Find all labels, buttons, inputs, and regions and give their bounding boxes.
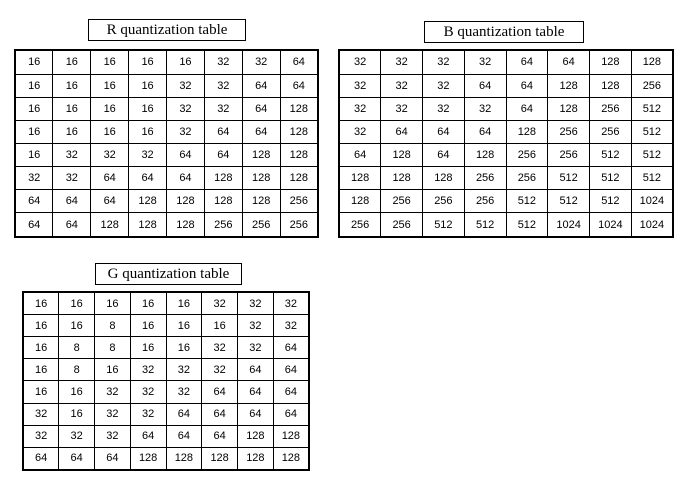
table-cell: 64 (91, 167, 129, 190)
table-cell: 16 (130, 292, 166, 315)
table-cell: 16 (167, 50, 205, 74)
table-cell: 256 (590, 97, 632, 120)
table-cell: 32 (339, 50, 381, 74)
table-cell: 128 (202, 447, 238, 470)
table-cell: 64 (423, 143, 465, 166)
table-cell: 64 (130, 425, 166, 447)
table-cell: 32 (130, 359, 166, 381)
table-cell: 32 (167, 97, 205, 120)
table-row (23, 359, 309, 381)
table-row (15, 190, 318, 213)
table-cell: 64 (238, 359, 274, 381)
table-cell: 512 (506, 213, 548, 237)
table-cell: 64 (23, 447, 59, 470)
g-table-title: G quantization table (95, 263, 242, 285)
table-cell: 32 (204, 74, 242, 97)
table-cell: 32 (423, 74, 465, 97)
table-cell: 512 (590, 190, 632, 213)
table-cell: 64 (273, 359, 309, 381)
table-cell: 16 (129, 74, 167, 97)
table-cell: 16 (53, 97, 91, 120)
table-cell: 128 (130, 447, 166, 470)
table-cell: 128 (464, 143, 506, 166)
table-cell: 32 (166, 381, 202, 403)
table-cell: 32 (381, 74, 423, 97)
table-row (339, 120, 673, 143)
table-cell: 32 (339, 120, 381, 143)
table-cell: 16 (202, 315, 238, 337)
table-cell: 16 (59, 381, 95, 403)
table-cell: 32 (238, 337, 274, 359)
table-cell: 128 (166, 447, 202, 470)
table-cell: 64 (238, 403, 274, 425)
table-cell: 512 (548, 167, 590, 190)
table-cell: 64 (423, 120, 465, 143)
table-cell: 128 (238, 425, 274, 447)
table-cell: 64 (273, 337, 309, 359)
table-cell: 32 (238, 315, 274, 337)
table-cell: 256 (506, 167, 548, 190)
table-cell: 64 (464, 74, 506, 97)
b-quantization-table (338, 49, 674, 238)
table-cell: 32 (339, 74, 381, 97)
table-row (15, 97, 318, 120)
table-row (15, 213, 318, 237)
table-cell: 128 (167, 213, 205, 237)
table-cell: 32 (95, 381, 131, 403)
table-cell: 64 (273, 381, 309, 403)
table-cell: 128 (548, 74, 590, 97)
table-cell: 512 (590, 143, 632, 166)
table-cell: 128 (506, 120, 548, 143)
table-cell: 16 (23, 359, 59, 381)
table-cell: 512 (464, 213, 506, 237)
table-cell: 128 (204, 167, 242, 190)
table-cell: 128 (280, 120, 318, 143)
table-cell: 128 (91, 213, 129, 237)
table-cell: 32 (464, 50, 506, 74)
table-row (23, 403, 309, 425)
table-cell: 16 (130, 315, 166, 337)
table-cell: 256 (381, 213, 423, 237)
table-cell: 128 (167, 190, 205, 213)
table-row (339, 50, 673, 74)
table-cell: 32 (59, 425, 95, 447)
table-cell: 128 (381, 167, 423, 190)
table-cell: 32 (381, 97, 423, 120)
table-cell: 1024 (631, 213, 673, 237)
table-cell: 16 (23, 381, 59, 403)
table-cell: 16 (15, 143, 53, 166)
table-cell: 16 (15, 50, 53, 74)
table-cell: 32 (464, 97, 506, 120)
r-table-title: R quantization table (88, 19, 246, 41)
table-cell: 64 (204, 143, 242, 166)
table-cell: 1024 (548, 213, 590, 237)
table-cell: 32 (381, 50, 423, 74)
table-cell: 32 (15, 167, 53, 190)
table-row (339, 213, 673, 237)
table-cell: 512 (590, 167, 632, 190)
table-cell: 32 (95, 403, 131, 425)
table-cell: 1024 (590, 213, 632, 237)
table-cell: 256 (590, 120, 632, 143)
table-cell: 64 (53, 213, 91, 237)
table-cell: 64 (242, 97, 280, 120)
table-cell: 16 (15, 97, 53, 120)
table-cell: 128 (590, 74, 632, 97)
table-cell: 64 (381, 120, 423, 143)
table-cell: 512 (423, 213, 465, 237)
table-cell: 64 (242, 74, 280, 97)
table-cell: 128 (423, 167, 465, 190)
table-cell: 256 (464, 167, 506, 190)
table-cell: 8 (59, 359, 95, 381)
table-cell: 256 (423, 190, 465, 213)
table-row (339, 74, 673, 97)
table-cell: 16 (129, 50, 167, 74)
table-cell: 8 (95, 315, 131, 337)
table-cell: 512 (506, 190, 548, 213)
table-cell: 64 (166, 425, 202, 447)
b-table-title: B quantization table (424, 21, 584, 43)
table-cell: 128 (204, 190, 242, 213)
table-cell: 128 (242, 143, 280, 166)
table-cell: 32 (339, 97, 381, 120)
table-cell: 128 (129, 213, 167, 237)
table-cell: 32 (23, 425, 59, 447)
table-cell: 16 (59, 292, 95, 315)
table-cell: 16 (53, 50, 91, 74)
table-cell: 64 (59, 447, 95, 470)
table-cell: 32 (202, 337, 238, 359)
table-row (15, 143, 318, 166)
table-cell: 64 (166, 403, 202, 425)
table-cell: 64 (15, 213, 53, 237)
table-cell: 128 (242, 167, 280, 190)
table-row (339, 143, 673, 166)
table-cell: 128 (548, 97, 590, 120)
table-cell: 32 (23, 403, 59, 425)
table-cell: 64 (242, 120, 280, 143)
table-cell: 512 (631, 167, 673, 190)
table-cell: 64 (506, 50, 548, 74)
table-cell: 512 (548, 190, 590, 213)
table-row (339, 190, 673, 213)
table-cell: 128 (273, 425, 309, 447)
table-cell: 128 (273, 447, 309, 470)
table-cell: 64 (167, 143, 205, 166)
g-quantization-table (22, 291, 310, 471)
table-cell: 64 (53, 190, 91, 213)
table-cell: 64 (464, 120, 506, 143)
table-cell: 32 (204, 97, 242, 120)
table-cell: 64 (202, 381, 238, 403)
table-cell: 16 (53, 74, 91, 97)
table-cell: 64 (238, 381, 274, 403)
table-cell: 16 (59, 403, 95, 425)
table-cell: 16 (23, 337, 59, 359)
table-cell: 64 (273, 403, 309, 425)
table-row (23, 425, 309, 447)
table-cell: 16 (53, 120, 91, 143)
table-cell: 64 (548, 50, 590, 74)
table-cell: 256 (631, 74, 673, 97)
table-cell: 64 (506, 97, 548, 120)
table-cell: 128 (339, 167, 381, 190)
table-cell: 16 (166, 292, 202, 315)
table-row (15, 74, 318, 97)
table-cell: 256 (548, 143, 590, 166)
table-cell: 64 (280, 74, 318, 97)
table-cell: 512 (631, 143, 673, 166)
table-cell: 16 (23, 315, 59, 337)
table-cell: 512 (631, 97, 673, 120)
table-cell: 8 (59, 337, 95, 359)
table-row (15, 120, 318, 143)
table-cell: 256 (339, 213, 381, 237)
table-cell: 32 (423, 50, 465, 74)
table-cell: 128 (238, 447, 274, 470)
table-cell: 32 (130, 381, 166, 403)
table-cell: 256 (381, 190, 423, 213)
table-cell: 16 (91, 74, 129, 97)
r-quantization-table (14, 49, 319, 238)
table-cell: 64 (15, 190, 53, 213)
table-cell: 64 (280, 50, 318, 74)
table-cell: 16 (130, 337, 166, 359)
table-cell: 32 (166, 359, 202, 381)
table-cell: 32 (423, 97, 465, 120)
table-cell: 128 (280, 97, 318, 120)
table-row (23, 337, 309, 359)
table-cell: 256 (548, 120, 590, 143)
table-cell: 32 (242, 50, 280, 74)
table-cell: 16 (166, 315, 202, 337)
table-cell: 512 (631, 120, 673, 143)
table-cell: 32 (202, 359, 238, 381)
table-cell: 128 (381, 143, 423, 166)
table-cell: 32 (53, 167, 91, 190)
table-row (15, 50, 318, 74)
table-cell: 32 (167, 120, 205, 143)
table-cell: 16 (129, 120, 167, 143)
table-row (339, 97, 673, 120)
table-cell: 64 (202, 403, 238, 425)
table-cell: 256 (280, 213, 318, 237)
table-cell: 16 (95, 292, 131, 315)
table-cell: 16 (15, 120, 53, 143)
table-cell: 16 (23, 292, 59, 315)
table-cell: 1024 (631, 190, 673, 213)
table-cell: 64 (129, 167, 167, 190)
table-cell: 16 (95, 359, 131, 381)
table-cell: 256 (204, 213, 242, 237)
table-cell: 128 (129, 190, 167, 213)
table-cell: 128 (339, 190, 381, 213)
table-cell: 64 (202, 425, 238, 447)
table-cell: 128 (242, 190, 280, 213)
table-row (23, 447, 309, 470)
table-cell: 256 (280, 190, 318, 213)
table-cell: 32 (91, 143, 129, 166)
table-cell: 64 (95, 447, 131, 470)
table-cell: 16 (91, 50, 129, 74)
table-cell: 64 (506, 74, 548, 97)
table-cell: 256 (464, 190, 506, 213)
table-cell: 128 (280, 167, 318, 190)
table-cell: 32 (273, 292, 309, 315)
table-row (23, 315, 309, 337)
table-cell: 32 (202, 292, 238, 315)
table-cell: 16 (59, 315, 95, 337)
table-cell: 64 (167, 167, 205, 190)
table-cell: 32 (129, 143, 167, 166)
table-cell: 64 (339, 143, 381, 166)
table-cell: 8 (95, 337, 131, 359)
table-cell: 32 (238, 292, 274, 315)
table-cell: 32 (273, 315, 309, 337)
table-cell: 256 (506, 143, 548, 166)
table-cell: 32 (53, 143, 91, 166)
table-row (23, 381, 309, 403)
table-cell: 64 (204, 120, 242, 143)
table-row (23, 292, 309, 315)
table-cell: 16 (91, 120, 129, 143)
table-cell: 256 (242, 213, 280, 237)
table-cell: 16 (15, 74, 53, 97)
table-cell: 32 (167, 74, 205, 97)
table-cell: 16 (129, 97, 167, 120)
table-cell: 128 (280, 143, 318, 166)
table-cell: 64 (91, 190, 129, 213)
table-row (15, 167, 318, 190)
table-cell: 32 (204, 50, 242, 74)
table-cell: 16 (91, 97, 129, 120)
table-row (339, 167, 673, 190)
table-cell: 128 (590, 50, 632, 74)
table-cell: 16 (166, 337, 202, 359)
table-cell: 32 (130, 403, 166, 425)
table-cell: 32 (95, 425, 131, 447)
table-cell: 128 (631, 50, 673, 74)
